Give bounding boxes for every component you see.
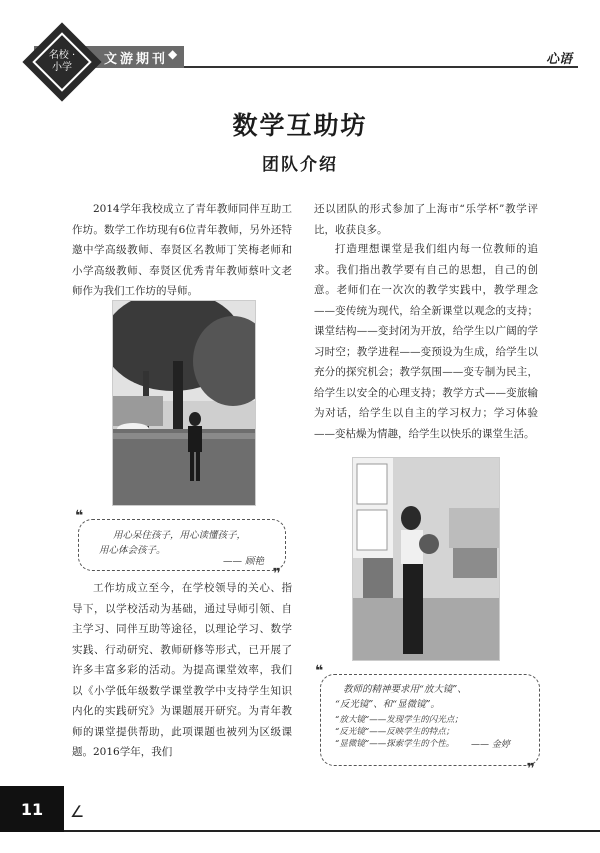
- footer-rule: [64, 830, 600, 832]
- section-subtitle: 团队介绍: [262, 155, 338, 175]
- quote-line: “反光镜”、和“显微镜”。: [335, 699, 440, 710]
- paragraph-ideal-classroom: 打造理想课堂是我们组内每一位教师的追求。我们指出教学要有自己的思想，自己的创意。老师们在一次次的教学实践中，教学理念——变传统为现代，给全新课堂以观念的支持；课堂结构——变封闭为开放，给学生以广阔的学习时空；教学进程——变预设为生成，给学生以充分的探究机会；教学氛围——变专制为民主，给学生以安全的心理支持；教学方式——变旅输为对话，给学生以自主的学习权力；学习体验——变枯燥为情趣，给学生以快乐的课堂生活。: [314, 243, 538, 440]
- quote-line: 用心呆住孩子，用心读懂孩子，: [113, 530, 247, 541]
- quote-line: “放大镜”——发现学生的闪光点；: [335, 715, 463, 725]
- quote-line: 用心体会孩子。: [99, 545, 166, 556]
- quote-author: —— 顾艳: [223, 556, 265, 567]
- section-label: 心语: [545, 52, 572, 67]
- quote-box-jinting: [315, 663, 540, 777]
- quote-end-mark-icon: ❞: [272, 566, 281, 582]
- teacher-photo-classroom: [352, 457, 500, 661]
- quote-box-guyan: [75, 508, 286, 582]
- page-header: [0, 0, 600, 90]
- magazine-title: 文游期刊: [104, 52, 169, 67]
- quote-author: —— 金婷: [471, 740, 510, 750]
- teacher-photo-outdoor: [112, 300, 256, 506]
- quote-line: “反光镜”——反映学生的特点；: [335, 727, 455, 737]
- corner-mark-icon: ∠: [70, 802, 85, 821]
- paragraph-intro: 2014学年我校成立了青年教师同伴互助工作坊。数学工作坊现有6位青年教师，另外还特邀中学高级教师、奉贤区名教师丁笑梅老师和小学高级教师、奉贤区优秀青年教师蔡叶文老师作为我们工作坊的导师。: [72, 203, 292, 297]
- school-logo-text: 名校 · 小学: [48, 50, 76, 73]
- quote-line: 教师的精神要求用“放大镜”、: [343, 684, 467, 695]
- diamond-ornament-icon: ◆: [168, 47, 178, 61]
- quote-line: “显微镜”——探索学生的个性。: [335, 739, 455, 749]
- paragraph-activities: 工作坊成立至今，在学校领导的关心、指导下，以学校活动为基础，通过导师引领、自主学习、同伴互助等途径，以理论学习、数学实践、行动研究、教师研修等形式，已开展了许多丰富多彩的活动。为提高课堂效率，我们以《小学低年级数学课堂教学中支持学生知识内化的实践研究》为课题展开研究。为青年教师的课堂提供帮助，此项课题也被列为区级课题。2016学年，我们: [72, 582, 292, 758]
- quote-mark-icon: ❝: [75, 508, 84, 524]
- page-number: 11: [0, 786, 64, 832]
- paragraph-competition: 还以团队的形式参加了上海市“乐学杯”教学评比，收获良多。: [314, 203, 538, 236]
- quote-end-mark-icon: ❞: [526, 761, 535, 777]
- quote-mark-icon: ❝: [315, 663, 324, 679]
- page-title: 数学互助坊: [232, 111, 368, 140]
